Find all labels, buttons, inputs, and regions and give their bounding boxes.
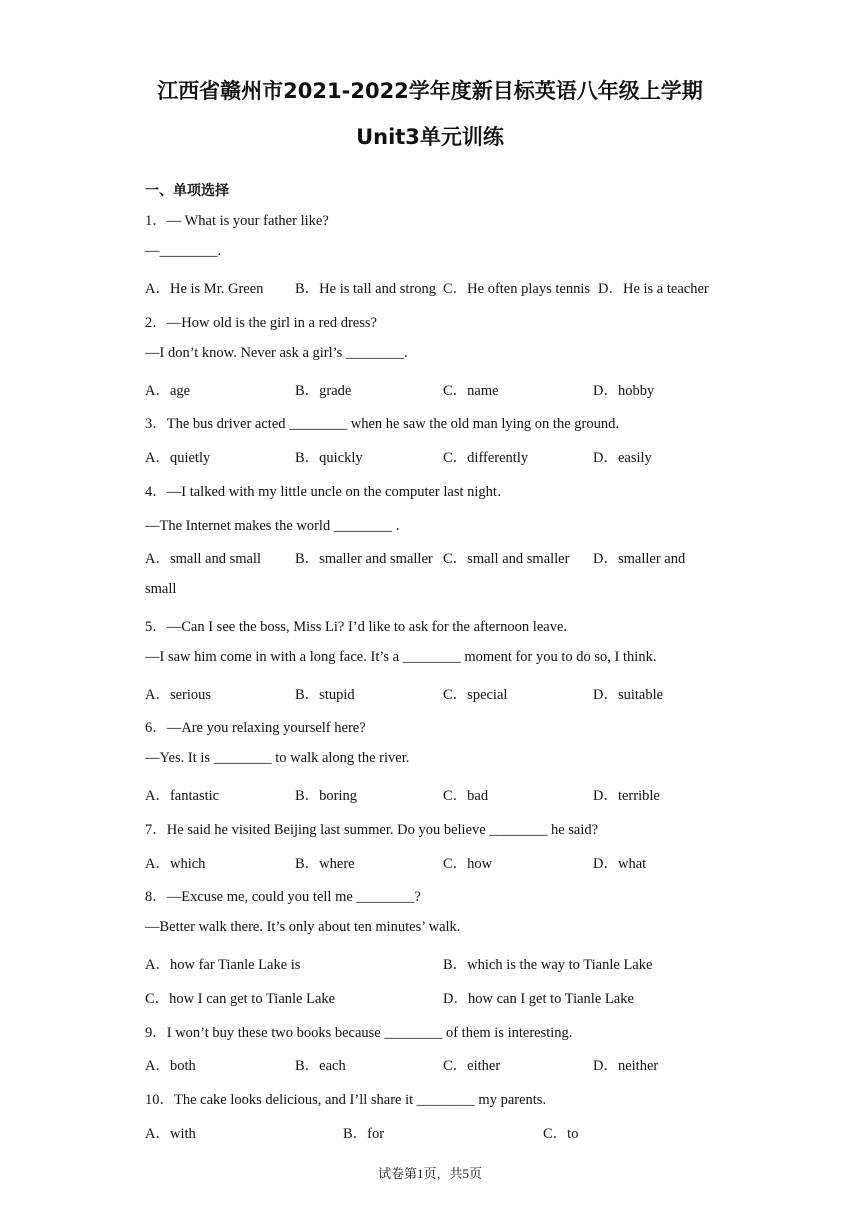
q3-option-a[interactable]: A．quietly xyxy=(145,450,211,466)
question-2-answer-line: —I don’t know. Never ask a girl’s ________. xyxy=(145,345,408,361)
q3-option-d[interactable]: D．easily xyxy=(593,450,652,466)
question-3-stem: 3．The bus driver acted ________ when he saw the old man lying on the ground. xyxy=(145,416,619,432)
q1-option-d[interactable]: D．He is a teacher xyxy=(598,281,709,297)
q6-option-b[interactable]: B．boring xyxy=(295,788,358,804)
question-5-stem: 5．—Can I see the boss, Miss Li? I’d like to ask for the afternoon leave. xyxy=(145,619,568,635)
q7-option-a[interactable]: A．which xyxy=(145,856,206,872)
q4-option-c[interactable]: C．small and smaller xyxy=(443,551,570,567)
q5-option-b[interactable]: B．stupid xyxy=(295,687,355,703)
question-6-answer-line: —Yes. It is ________ to walk along the river. xyxy=(145,750,410,766)
question-1-answer-line: —________. xyxy=(145,243,222,259)
q4-option-b[interactable]: B．smaller and smaller xyxy=(295,551,433,567)
question-2-stem: 2．—How old is the girl in a red dress? xyxy=(145,315,377,331)
q7-option-d[interactable]: D．what xyxy=(593,856,647,872)
page-subtitle: Unit3单元训练 xyxy=(356,125,504,149)
question-4-answer-line: —The Internet makes the world ________ ． xyxy=(145,518,410,534)
question-8-stem: 8．—Excuse me, could you tell me ________? xyxy=(145,889,421,905)
question-9-stem: 9．I won’t buy these two books because ________ of them is interesting. xyxy=(145,1025,573,1041)
q9-option-d[interactable]: D．neither xyxy=(593,1058,659,1074)
section-heading: 一、单项选择 xyxy=(145,183,229,199)
q6-option-a[interactable]: A．fantastic xyxy=(145,788,220,804)
question-6-stem: 6．—Are you relaxing yourself here? xyxy=(145,720,366,736)
q6-option-d[interactable]: D．terrible xyxy=(593,788,660,804)
q1-option-b[interactable]: B．He is tall and strong xyxy=(295,281,436,297)
q2-option-a[interactable]: A．age xyxy=(145,383,191,399)
q8-option-b[interactable]: B．which is the way to Tianle Lake xyxy=(443,957,653,973)
q9-option-c[interactable]: C．either xyxy=(443,1058,501,1074)
q4-option-a[interactable]: A．small and small xyxy=(145,551,261,567)
page-title: 江西省赣州市2021-2022学年度新目标英语八年级上学期 xyxy=(157,79,703,103)
q5-option-d[interactable]: D．suitable xyxy=(593,687,664,703)
q3-option-b[interactable]: B．quickly xyxy=(295,450,363,466)
q1-option-c[interactable]: C．He often plays tennis xyxy=(443,281,590,297)
q8-option-d[interactable]: D．how can I get to Tianle Lake xyxy=(443,991,634,1007)
q10-option-c[interactable]: C．to xyxy=(543,1126,579,1142)
q2-option-d[interactable]: D．hobby xyxy=(593,383,655,399)
q10-option-a[interactable]: A．with xyxy=(145,1126,196,1142)
q6-option-c[interactable]: C．bad xyxy=(443,788,489,804)
q5-option-a[interactable]: A．serious xyxy=(145,687,212,703)
q7-option-b[interactable]: B．where xyxy=(295,856,355,872)
q4-option-d-wrap: small xyxy=(145,581,177,597)
q9-option-b[interactable]: B．each xyxy=(295,1058,346,1074)
q3-option-c[interactable]: C．differently xyxy=(443,450,529,466)
question-10-stem: 10．The cake looks delicious, and I’ll share it ________ my parents. xyxy=(145,1092,547,1108)
q2-option-c[interactable]: C．name xyxy=(443,383,499,399)
q1-option-a[interactable]: A．He is Mr. Green xyxy=(145,281,264,297)
q7-option-c[interactable]: C．how xyxy=(443,856,493,872)
q5-option-c[interactable]: C．special xyxy=(443,687,508,703)
question-7-stem: 7．He said he visited Beijing last summer. Do you believe ________ he said? xyxy=(145,822,599,838)
q2-option-b[interactable]: B．grade xyxy=(295,383,352,399)
q10-option-b[interactable]: B．for xyxy=(343,1126,385,1142)
page-footer: 试卷第1页，共5页 xyxy=(377,1166,482,1181)
question-8-answer-line: —Better walk there. It’s only about ten minutes’ walk. xyxy=(145,919,461,935)
question-5-answer-line: —I saw him come in with a long face. It’s a ________ moment for you to do so, I think. xyxy=(145,649,657,665)
q4-option-d[interactable]: D．smaller and xyxy=(593,551,686,567)
q8-option-c[interactable]: C．how I can get to Tianle Lake xyxy=(145,991,336,1007)
q8-option-a[interactable]: A．how far Tianle Lake is xyxy=(145,957,301,973)
q9-option-a[interactable]: A．both xyxy=(145,1058,196,1074)
question-1-stem: 1．— What is your father like? xyxy=(145,213,329,229)
question-4-stem: 4．—I talked with my little uncle on the computer last night． xyxy=(145,484,512,500)
